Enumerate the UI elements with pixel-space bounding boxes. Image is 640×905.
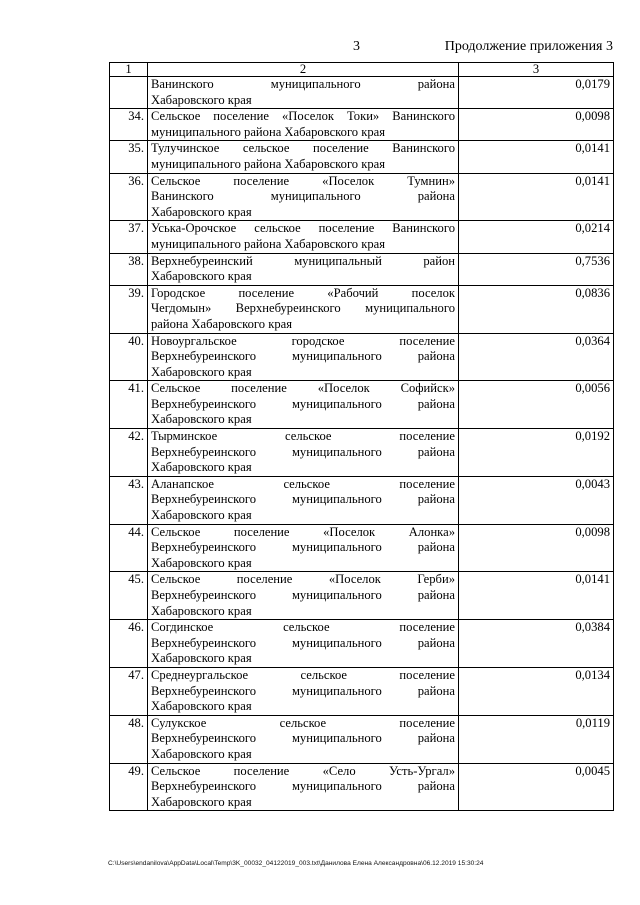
table-row <box>110 221 614 253</box>
municipality-name <box>148 429 459 477</box>
municipality-name-line: Городское поселение «Рабочий поселок <box>151 285 455 300</box>
row-number: 46. <box>110 620 148 668</box>
row-number: 41. <box>110 381 148 429</box>
table-row <box>110 141 614 173</box>
municipality-name-line: Сельское поселение «Поселок Алонка» <box>151 524 455 539</box>
row-number: 38. <box>110 253 148 285</box>
municipality-name-line: Хабаровского края <box>151 555 252 570</box>
municipality-name <box>148 572 459 620</box>
share-value: 0,0056 <box>459 381 614 429</box>
municipality-name-line: Сельское поселение «Поселок Герби» <box>151 572 455 587</box>
share-value: 0,0364 <box>459 333 614 381</box>
municipality-name-line: Верхнебуреинского муниципального района <box>151 444 455 459</box>
municipality-name-line: Согдинское сельское поселение <box>151 620 455 635</box>
municipality-name <box>148 763 459 811</box>
row-number: 47. <box>110 667 148 715</box>
page-number: 3 <box>353 39 360 54</box>
municipality-name <box>148 667 459 715</box>
municipality-name <box>148 715 459 763</box>
municipality-name-line: муниципального района Хабаровского края <box>151 236 386 251</box>
table-row <box>110 253 614 285</box>
share-value: 0,0192 <box>459 429 614 477</box>
municipality-name <box>148 77 459 109</box>
municipality-name-line: Хабаровского края <box>151 794 252 809</box>
municipality-name-line: района Хабаровского края <box>151 316 293 331</box>
share-value: 0,0836 <box>459 285 614 333</box>
municipality-name-line: Чегдомын» Верхнебуреинского муниципального <box>151 301 455 316</box>
row-number: 34. <box>110 109 148 141</box>
table-row <box>110 524 614 572</box>
distribution-table <box>109 62 614 811</box>
municipality-name-line: Хабаровского края <box>151 92 252 107</box>
municipality-name-line: Хабаровского края <box>151 204 252 219</box>
municipality-name <box>148 476 459 524</box>
municipality-name-line: Хабаровского края <box>151 460 252 475</box>
municipality-name <box>148 221 459 253</box>
municipality-name-line: Сулукское сельское поселение <box>151 715 455 730</box>
share-value: 0,0179 <box>459 77 614 109</box>
row-number: 42. <box>110 429 148 477</box>
municipality-name-line: Сельское поселение «Село Усть-Ургал» <box>151 763 455 778</box>
municipality-name-line: муниципального района Хабаровского края <box>151 156 386 171</box>
row-number: 39. <box>110 285 148 333</box>
municipality-name-line: Среднеургальское сельское поселение <box>151 667 455 682</box>
municipality-name-line: Верхнебуреинского муниципального района <box>151 683 455 698</box>
footer-file-path: C:\Users\endanilova\AppData\Local\Temp\3K_00032_04122019_003.txt\Данилова Елена Александровна\06.12.2019 15:30:24 <box>108 860 484 867</box>
column-header-3: 3 <box>459 63 614 77</box>
table-row <box>110 572 614 620</box>
table-row <box>110 715 614 763</box>
municipality-name-line: Уська-Орочское сельское поселение Ванинского <box>151 221 455 236</box>
share-value: 0,0098 <box>459 524 614 572</box>
row-number: 43. <box>110 476 148 524</box>
municipality-name <box>148 173 459 221</box>
municipality-name-line: Верхнебуреинского муниципального района <box>151 779 455 794</box>
table-row <box>110 77 614 109</box>
share-value: 0,0134 <box>459 667 614 715</box>
municipality-name-line: Сельское поселение «Поселок Тумнин» <box>151 173 455 188</box>
municipality-name-line: Хабаровского края <box>151 269 252 284</box>
table-row <box>110 333 614 381</box>
municipality-name-line: Верхнебуреинского муниципального района <box>151 588 455 602</box>
row-number: 37. <box>110 221 148 253</box>
municipality-name-line: муниципального района Хабаровского края <box>151 124 386 139</box>
appendix-continuation-title: Продолжение приложения 3 <box>444 39 613 54</box>
municipality-name-line: Ванинского муниципального района <box>151 77 455 91</box>
share-value: 0,0119 <box>459 715 614 763</box>
municipality-name-line: Верхнебуреинского муниципального района <box>151 349 455 364</box>
municipality-name-line: Аланапское сельское поселение <box>151 476 455 491</box>
column-number-row <box>110 63 614 77</box>
municipality-name-line: Хабаровского края <box>151 364 252 379</box>
share-value: 0,0141 <box>459 173 614 221</box>
table-row <box>110 173 614 221</box>
municipality-name <box>148 620 459 668</box>
share-value: 0,0141 <box>459 141 614 173</box>
municipality-name-line: Хабаровского края <box>151 651 252 666</box>
municipality-name-line: Тулучинское сельское поселение Ванинского <box>151 141 455 156</box>
municipality-name-line: Верхнебуреинского муниципального района <box>151 396 455 411</box>
table-row <box>110 109 614 141</box>
share-value: 0,0098 <box>459 109 614 141</box>
row-number: 48. <box>110 715 148 763</box>
municipality-name-line: Верхнебуреинского муниципального района <box>151 731 455 746</box>
share-value: 0,0384 <box>459 620 614 668</box>
municipality-name-line: Ванинского муниципального района <box>151 189 455 204</box>
municipality-name-line: Хабаровского края <box>151 603 252 618</box>
row-number: 45. <box>110 572 148 620</box>
municipality-name-line: Тырминское сельское поселение <box>151 429 455 444</box>
municipality-name-line: Верхнебуреинский муниципальный район <box>151 253 455 268</box>
municipality-name-line: Хабаровского края <box>151 508 252 523</box>
table-body <box>110 77 614 811</box>
municipality-name-line: Хабаровского края <box>151 412 252 427</box>
share-value: 0,7536 <box>459 253 614 285</box>
municipality-name-line: Верхнебуреинского муниципального района <box>151 635 455 650</box>
municipality-name <box>148 333 459 381</box>
row-number <box>110 77 148 109</box>
row-number: 44. <box>110 524 148 572</box>
table-row <box>110 285 614 333</box>
table-row <box>110 476 614 524</box>
table-row <box>110 381 614 429</box>
municipality-name-line: Сельское поселение «Поселок Софийск» <box>151 381 455 396</box>
municipality-name <box>148 524 459 572</box>
municipality-name-line: Хабаровского края <box>151 746 252 761</box>
municipality-name-line: Новоургальское городское поселение <box>151 333 455 348</box>
municipality-name <box>148 141 459 173</box>
share-value: 0,0043 <box>459 476 614 524</box>
row-number: 36. <box>110 173 148 221</box>
column-header-2: 2 <box>148 63 459 77</box>
table-row <box>110 667 614 715</box>
municipality-name <box>148 109 459 141</box>
row-number: 40. <box>110 333 148 381</box>
municipality-name-line: Хабаровского края <box>151 699 252 714</box>
municipality-name <box>148 253 459 285</box>
share-value: 0,0045 <box>459 763 614 811</box>
share-value: 0,0141 <box>459 572 614 620</box>
row-number: 49. <box>110 763 148 811</box>
table-row <box>110 763 614 811</box>
municipality-name-line: Сельское поселение «Поселок Токи» Ванинского <box>151 109 455 124</box>
table-row <box>110 620 614 668</box>
municipality-name <box>148 285 459 333</box>
row-number: 35. <box>110 141 148 173</box>
table-row <box>110 429 614 477</box>
column-header-1: 1 <box>110 63 148 77</box>
municipality-name-line: Верхнебуреинского муниципального района <box>151 492 455 507</box>
share-value: 0,0214 <box>459 221 614 253</box>
municipality-name-line: Верхнебуреинского муниципального района <box>151 540 455 555</box>
municipality-name <box>148 381 459 429</box>
